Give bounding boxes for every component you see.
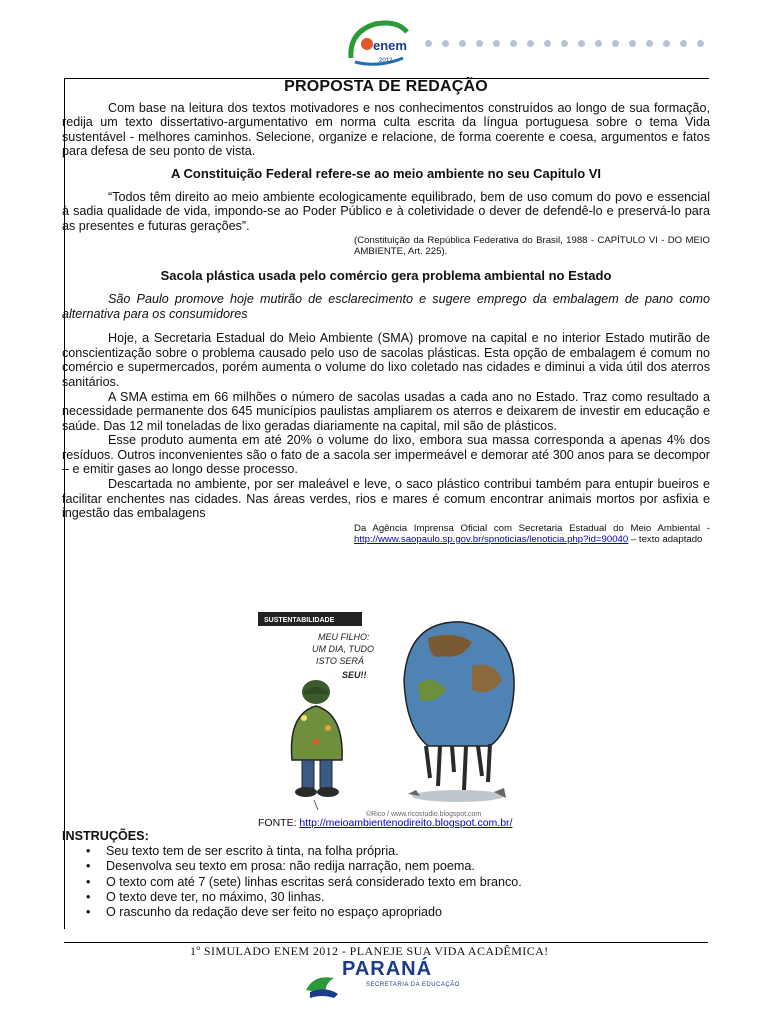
cartoon-speech-2: UM DIA, TUDO (312, 644, 374, 654)
footer-text: 1º SIMULADO ENEM 2012 - PLANEJE SUA VIDA ACADÊMICA! (190, 944, 549, 958)
cartoon-globe (404, 622, 514, 802)
article-source-suffix: – texto adaptado (630, 533, 703, 545)
fonte-label: FONTE: (258, 817, 297, 829)
constitution-source: (Constituição da República Federativa do Brasil, 1988 - CAPÍTULO VI - DO MEIO AMBIENTE, Art. 225). (354, 235, 710, 258)
logo-year: 2012 (379, 58, 393, 64)
cartoon-tag: SUSTENTABILIDADE (264, 617, 335, 624)
section1-heading: A Constituição Federal refere-se ao meio ambiente no seu Capitulo VI (170, 165, 602, 181)
header-dots (425, 40, 704, 47)
instruction-item: • O texto deve ter, no máximo, 30 linhas. (106, 890, 710, 905)
article-lead: São Paulo promove hoje mutirão de esclarecimento e sugere emprego da embalagem de pano como alternativa para os consumidores (62, 291, 710, 321)
logo-enem-word: enem (373, 38, 407, 53)
constitution-quote: “Todos têm direito ao meio ambiente ecologicamente equilibrado, bem de uso comum do povo e essencial à sadia qualidade de vida, impondo-se ao Poder Público e à coletividade o dever de defendê-lo e preservá-lo para as presentes e futuras gerações”. (62, 189, 710, 233)
article-paragraph-2: A SMA estima em 66 milhões o número de sacolas usadas a cada ano no Estado. Traz como resultado a necessidade permanente dos 645 municípios paulistas ampliarem os aterros e deixarem de investir em educação e saúde. Das 12 mil toneladas de lixo geradas diariamente na capital, mil são de plásticos. (62, 389, 710, 433)
intro-paragraph: Com base na leitura dos textos motivadores e nos conhecimentos construídos ao longo de sua formação, redija um texto dissertativo-argumentativo em norma culta escrita da língua portuguesa sobre o tema Vida sustentável - melhores caminhos. Selecione, organize e relacione, de forma coerente e coesa, argumentos e fatos para defesa de seu ponto de vista. (62, 100, 710, 159)
article-paragraph-3: Esse produto aumenta em até 20% o volume do lixo, embora sua massa corresponda a apenas 4% dos resíduos. Outros inconvenientes são o fato de a sacola ser impermeável e demorar até 300 anos para se decompor – e emitir gases ao longo desse processo. (62, 433, 710, 477)
footer-divider (64, 942, 708, 943)
cartoon-speech-3: ISTO SERÁ (316, 656, 364, 666)
enem-logo (345, 18, 413, 70)
cartoon-credit: ©Rico / www.ricostudio.blogspot.com (366, 811, 482, 818)
instructions-title: INSTRUÇÕES: (62, 829, 149, 843)
header (0, 0, 770, 80)
instructions (62, 829, 710, 920)
instruction-item: • O rascunho da redação deve ser feito no espaço apropriado (106, 905, 710, 920)
instruction-item: • Desenvolva seu texto em prosa: não redija narração, nem poema. (106, 859, 710, 874)
cartoon-fonte (258, 817, 512, 829)
instructions-list (62, 844, 710, 920)
section2-heading: Sacola plástica usada pelo comércio gera problema ambiental no Estado (160, 268, 612, 284)
instruction-item: • Seu texto tem de ser escrito à tinta, na folha própria. (106, 844, 710, 859)
cartoon-man (292, 680, 343, 810)
article-source-link[interactable]: http://www.saopaulo.sp.gov.br/spnoticias/lenoticia.php?id=90040 (354, 533, 629, 545)
cartoon-image (258, 610, 520, 820)
article-paragraph-4: Descartada no ambiente, por ser maleável e leve, o saco plástico contribui também para entupir bueiros e facilitar enchentes nas cidades. Nas áreas verdes, rios e mares é comum encontrar animais mortos por asfixia e ingestão das embalagens (62, 477, 710, 521)
instruction-item: • O texto com até 7 (sete) linhas escritas será considerado texto em branco. (106, 875, 710, 890)
page-title: PROPOSTA DE REDAÇÃO (284, 78, 488, 95)
cartoon-speech-4: SEU!! (342, 670, 367, 680)
main-content (62, 78, 710, 545)
cartoon-speech-1: MEU FILHO: (318, 632, 370, 642)
parana-brand: PARANÁ (342, 958, 433, 980)
article-source-prefix: Da Agência Imprensa Oficial com Secretaria Estadual do Meio Ambiental - (354, 522, 710, 534)
fonte-link[interactable]: http://meioambientenodireito.blogspot.com.br/ (299, 817, 513, 829)
article-paragraph-1: Hoje, a Secretaria Estadual do Meio Ambiente (SMA) promove na capital e no interior Estado mutirão de conscientização sobre o problema causado pelo uso de sacolas plásticas. Esta opção de embalagem é comum no comércio e supermercados, porém aumenta o volume do lixo coletado nas cidades e diminui a vida útil dos aterros sanitários. (62, 331, 710, 389)
article-source (354, 523, 710, 545)
parana-secretaria: SECRETARIA DA EDUCAÇÃO (366, 982, 460, 988)
